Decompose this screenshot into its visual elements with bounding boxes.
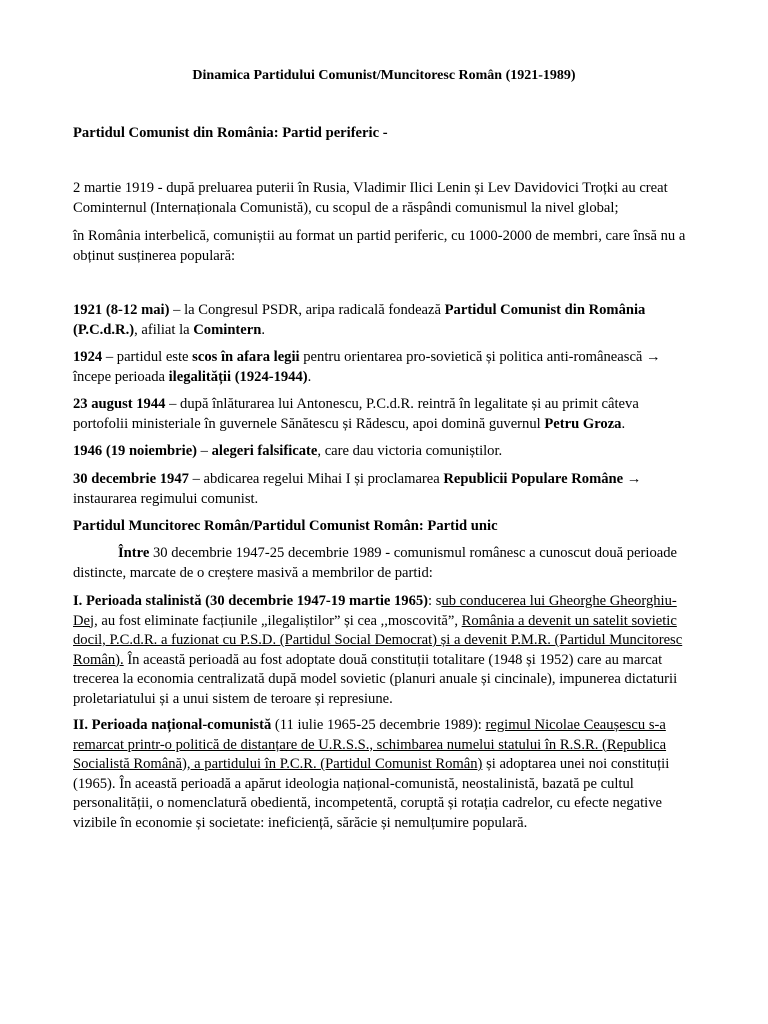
paragraph-period-national-communist: II. Perioada național-comunistă (11 iulie 1965-25 decembrie 1989): regimul Nicolae Ceaușescu s-a remarcat printr-o politică de distanțare de U.R.S.S., schimbarea numelui statului în R.S.R. (Republica Socialistă Română), a partidului în P.C.R. (Partidul Comunist Român) și adoptarea unei noi constituții (1965). În această perioadă a apărut ideologia național-comunistă, neostalinistă, bazată pe cultul personalității, o nomenclatură obedientă, incompetentă, coruptă și rotația cadrelor, cu efecte negative vizibile în economie și societate: ineficiență, sărăcie și nemulțumire populară.	[73, 717, 670, 831]
arrow-icon: →	[626, 471, 642, 487]
event-1921: 1921 (8-12 mai) – la Congresul PSDR, aripa radicală fondează Partidul Comunist din România (P.C.d.R.), afiliat la Comintern.	[73, 302, 646, 338]
event-date: 1921 (8-12 mai)	[73, 302, 170, 318]
paragraph-period-stalinist: I. Perioada stalinistă (30 decembrie 1947-19 martie 1965): sub conducerea lui Gheorghe Gheorghiu-Dej, au fost eliminate facțiunile „ilegaliștilor” și cea ,,moscovită”, România a devenit un satelit sovietic docil, P.C.d.R. a fuzionat cu P.S.D. (Partidul Social Democrat) și a devenit P.M.R. (Partidul Muncitoresc Român). În această perioadă au fost adoptate două constituții totalitare (1948 și 1952) care au marcat trecerea la economia centralizată după model sovietic (planuri anuale și cincinale), impunerea dictaturii proletariatului și a unui sistem de teroare și represiune.	[73, 593, 683, 707]
event-1924: 1924 – partidul este scos în afara legii pentru orientarea pro-sovietică și politica anti-românească → începe perioada ilegalității (1924-1944).	[73, 349, 661, 385]
section-heading-periferic	[73, 124, 695, 144]
event-date: 1924	[73, 349, 103, 365]
paragraph-comintern: 2 martie 1919 - după preluarea puterii în Rusia, Vladimir Ilici Lenin și Lev Davidovici Troțki au creat Cominternul (Internaționala Comunistă), cu scopul de a răspândi comunismul la nivel global;	[73, 180, 668, 216]
section-heading-text: Partidul Comunist din România: Partid periferic -	[73, 125, 388, 141]
paragraph-interbelic: în România interbelică, comuniștii au format un partid periferic, cu 1000-2000 de membri, care însă nu a obținut susținerea populară:	[73, 228, 686, 264]
paragraph-intro-periods: Între 30 decembrie 1947-25 decembrie 1989 - comunismul românesc a cunoscut două perioade distincte, marcate de o creștere masivă a membrilor de partid:	[73, 545, 677, 581]
section-heading-text: Partidul Muncitorec Român/Partidul Comunist Român: Partid unic	[73, 518, 498, 534]
event-date: 23 august 1944	[73, 396, 166, 412]
event-date: 30 decembrie 1947	[73, 471, 189, 487]
section-heading-unic	[73, 517, 695, 537]
event-1947: 30 decembrie 1947 – abdicarea regelui Mihai I și proclamarea Republicii Populare Române → instaurarea regimului comunist.	[73, 471, 642, 507]
arrow-icon: →	[646, 349, 661, 365]
document-title: Dinamica Partidului Comunist/Muncitoresc Român (1921-1989)	[192, 68, 576, 83]
event-1946: 1946 (19 noiembrie) – alegeri falsificate, care dau victoria comuniștilor.	[73, 443, 503, 459]
event-date: 1946 (19 noiembrie)	[73, 443, 198, 459]
event-1944: 23 august 1944 – după înlăturarea lui Antonescu, P.C.d.R. reintră în legalitate și au primit câteva portofolii ministeriale în guvernele Sănătescu și Rădescu, apoi domină guvernul Petru Groza.	[73, 396, 639, 432]
